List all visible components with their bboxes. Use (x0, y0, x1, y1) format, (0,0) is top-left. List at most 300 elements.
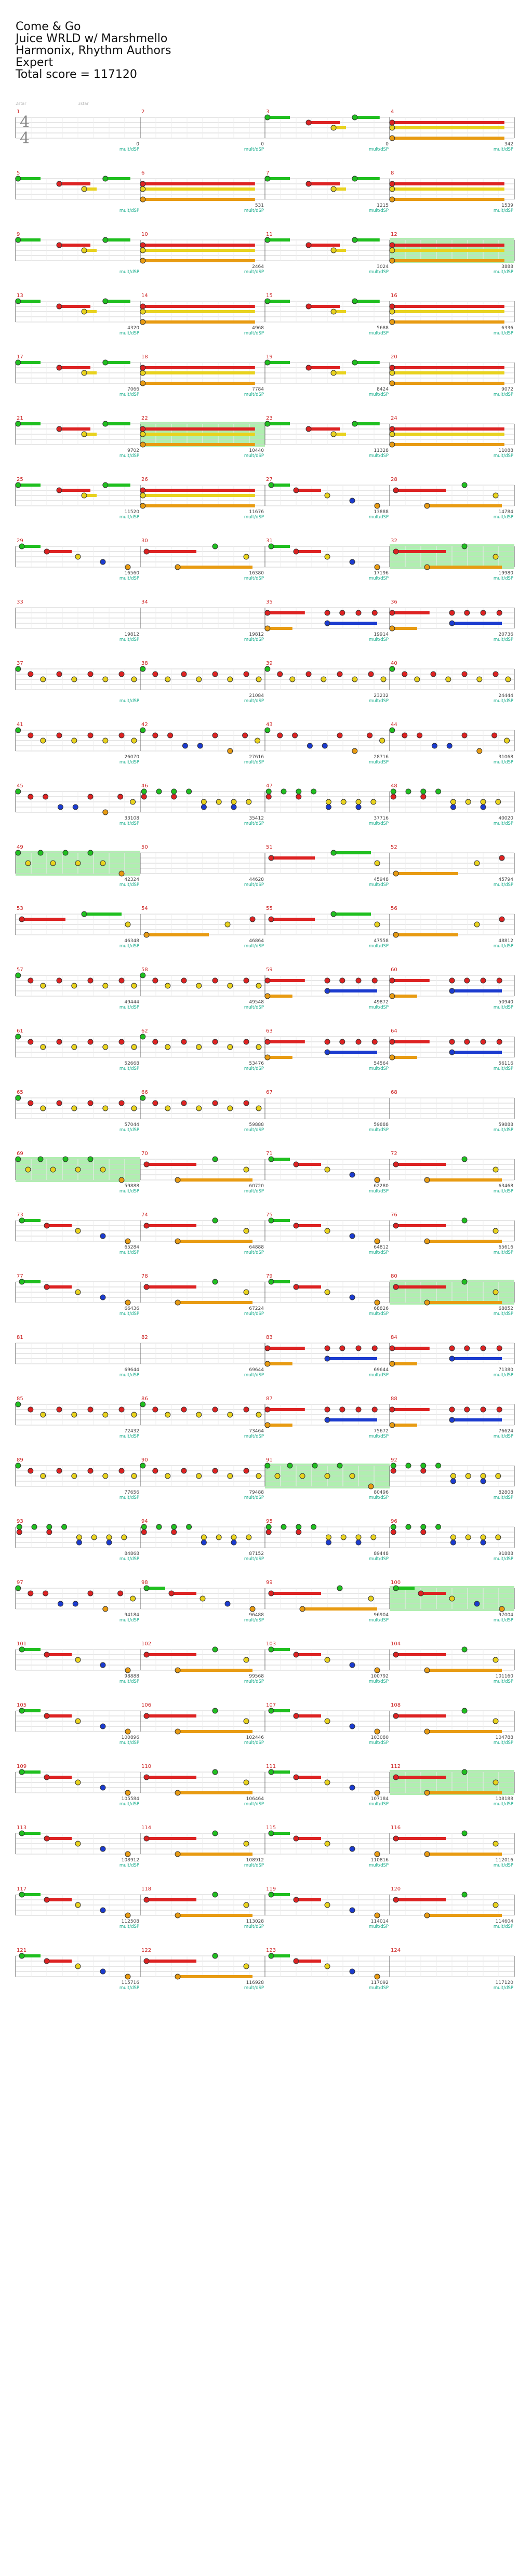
note-gem (212, 672, 218, 677)
sustain-tail (105, 422, 130, 425)
sustain-tail (143, 320, 255, 324)
sustain-tail (18, 422, 41, 425)
note-gem (144, 1775, 149, 1780)
sustain-tail (271, 918, 315, 921)
sustain-tail (143, 382, 255, 385)
note-gem (477, 748, 482, 754)
measure-score: 19812 (249, 632, 264, 637)
measure (265, 599, 390, 642)
note-gem (350, 1969, 355, 1974)
measure-number: 104 (391, 1641, 401, 1647)
note-gem (415, 677, 420, 682)
note-gem (57, 426, 62, 432)
multiplier-label: mult/dSP (119, 392, 139, 397)
multiplier-label: mult/dSP (368, 208, 389, 213)
note-gem (294, 1897, 299, 1902)
measure-score: 11088 (498, 448, 513, 453)
star-marker: 3star (78, 101, 89, 106)
sustain-tail (147, 550, 196, 553)
note-gem (464, 978, 470, 983)
note-gem (57, 733, 62, 738)
multiplier-label: mult/dSP (368, 1066, 389, 1071)
note-gem (212, 1468, 218, 1473)
measure-number: 89 (17, 1457, 23, 1463)
measure-number: 90 (141, 1457, 148, 1463)
measure-number: 91 (266, 1457, 273, 1463)
measure (390, 661, 514, 704)
measure-number: 17 (17, 354, 23, 360)
note-gem (225, 922, 230, 927)
measure-number: 103 (266, 1641, 276, 1647)
multiplier-label: mult/dSP (493, 637, 513, 642)
note-gem (337, 1586, 342, 1591)
measure (265, 1764, 390, 1807)
multiplier-label: mult/dSP (119, 208, 139, 213)
note-gem (269, 1953, 274, 1958)
measure-number: 27 (266, 477, 273, 482)
note-gem (140, 248, 145, 253)
note-gem (352, 360, 357, 365)
sustain-tail (396, 1714, 446, 1718)
multiplier-label: mult/dSP (244, 637, 264, 642)
note-gem (125, 1974, 130, 1979)
note-gem (462, 1279, 467, 1284)
note-gem (265, 1407, 270, 1412)
note-gem (181, 1407, 187, 1412)
sustain-tail (327, 989, 377, 992)
note-gem (119, 1101, 124, 1106)
measure-number: 94 (141, 1519, 148, 1524)
note-gem (499, 855, 504, 861)
note-gem (16, 1463, 21, 1468)
note-gem (88, 794, 93, 799)
note-gem (82, 493, 87, 498)
note-gem (144, 1284, 149, 1290)
measure-number: 41 (17, 722, 23, 728)
sustain-tail (178, 1301, 252, 1304)
measure (390, 170, 514, 213)
measure-score: 16380 (249, 571, 264, 576)
sustain-tail (327, 1418, 377, 1421)
multiplier-label: mult/dSP (119, 331, 139, 336)
note-gem (231, 1535, 236, 1540)
note-gem (294, 488, 299, 493)
measure-number: 73 (17, 1212, 23, 1218)
note-gem (47, 1524, 52, 1530)
note-gem (28, 1468, 33, 1473)
sustain-tail (396, 1898, 446, 1901)
multiplier-label: mult/dSP (244, 1250, 264, 1255)
sustain-tail (427, 1178, 502, 1182)
note-gem (125, 1790, 130, 1795)
measure (140, 1151, 265, 1194)
note-gem (380, 738, 385, 743)
note-gem (25, 861, 31, 866)
sustain-tail (392, 366, 504, 369)
note-gem (16, 176, 21, 181)
sustain-tail (268, 361, 290, 364)
multiplier-label: mult/dSP (368, 392, 389, 397)
measure-number: 21 (17, 415, 23, 421)
note-gem (44, 1223, 49, 1228)
note-gem (481, 1535, 486, 1540)
note-gem (390, 626, 395, 631)
measure (390, 1335, 514, 1378)
sustain-tail (147, 1163, 196, 1166)
measure-score: 64812 (374, 1245, 389, 1250)
measure (140, 783, 265, 826)
note-gem (464, 1346, 470, 1351)
note-gem (256, 1473, 261, 1479)
note-gem (493, 1228, 498, 1233)
note-gem (424, 1300, 430, 1305)
note-gem (265, 299, 270, 304)
measure-number: 106 (141, 1702, 152, 1708)
note-gem (371, 1535, 376, 1540)
note-gem (481, 978, 486, 983)
multiplier-label: mult/dSP (119, 882, 139, 888)
sustain-tail (59, 182, 90, 185)
note-gem (296, 1524, 301, 1530)
measure-score: 105584 (121, 1796, 139, 1802)
multiplier-label: mult/dSP (244, 1740, 264, 1746)
note-gem (481, 1039, 486, 1044)
sustain-tail (59, 489, 90, 492)
note-gem (390, 728, 395, 733)
note-gem (156, 789, 162, 794)
note-gem (325, 1902, 330, 1908)
note-gem (493, 1657, 498, 1662)
measure (140, 1335, 265, 1378)
measure (140, 1825, 265, 1868)
note-gem (474, 922, 480, 927)
note-gem (462, 1831, 467, 1836)
measure (390, 109, 514, 152)
note-gem (390, 120, 395, 125)
measure-number: 31 (266, 538, 273, 544)
sustain-tail (84, 913, 122, 916)
sustain-tail (392, 249, 504, 252)
note-gem (212, 1708, 218, 1713)
note-gem (265, 978, 270, 983)
measure-score: 117120 (495, 1980, 513, 1985)
measure-score: 71380 (498, 1367, 513, 1373)
sustain-tail (296, 1224, 321, 1227)
measure (390, 293, 514, 336)
note-gem (38, 850, 43, 855)
measure-score: 98888 (124, 1674, 139, 1679)
measure-score: 21084 (249, 693, 264, 699)
note-gem (144, 549, 149, 554)
note-gem (390, 426, 395, 432)
note-gem (390, 304, 395, 309)
sustain-tail (178, 566, 252, 569)
note-gem (499, 1606, 504, 1612)
sustain-tail (178, 1240, 252, 1243)
note-gem (44, 1284, 49, 1290)
measure-number: 99 (266, 1580, 273, 1586)
sustain-tail (47, 1960, 72, 1963)
measure-number: 15 (266, 293, 273, 299)
note-gem (144, 932, 149, 937)
measure (140, 1580, 265, 1623)
multiplier-label: mult/dSP (493, 1802, 513, 1807)
measure-score: 65284 (124, 1245, 139, 1250)
note-gem (144, 1162, 149, 1167)
measure (390, 1764, 514, 1807)
note-gem (493, 1841, 498, 1846)
measure (265, 1580, 390, 1623)
sustain-tail (143, 244, 255, 247)
note-gem (140, 666, 145, 672)
note-gem (75, 1228, 81, 1233)
note-gem (497, 978, 502, 983)
sustain-tail (327, 1051, 377, 1054)
note-gem (125, 1239, 130, 1244)
note-gem (246, 1535, 251, 1540)
measure-number: 44 (391, 722, 397, 728)
sustain-tail (392, 320, 504, 324)
measure-score: 80496 (374, 1490, 389, 1495)
measure-number: 56 (391, 906, 397, 911)
note-gem (100, 1785, 105, 1790)
multiplier-label: mult/dSP (119, 1128, 139, 1133)
note-gem (431, 672, 436, 677)
sustain-tail (143, 182, 255, 185)
measure (265, 170, 390, 213)
measure (265, 415, 390, 459)
measure (140, 1702, 265, 1746)
note-gem (281, 1524, 286, 1530)
note-gem (175, 1913, 180, 1918)
note-gem (41, 983, 46, 988)
note-gem (57, 1468, 62, 1473)
note-gem (269, 544, 274, 549)
note-gem (277, 733, 283, 738)
note-gem (326, 1535, 331, 1540)
measure-score: 107184 (370, 1796, 389, 1802)
sustain-tail (427, 504, 502, 507)
note-gem (140, 1402, 145, 1407)
note-gem (140, 381, 145, 386)
measure-score: 69644 (124, 1367, 139, 1373)
sustain-tail (268, 1362, 292, 1365)
multiplier-label: mult/dSP (119, 1373, 139, 1378)
note-gem (119, 1468, 124, 1473)
note-gem (16, 728, 21, 733)
note-gem (141, 1524, 147, 1530)
sustain-tail (18, 361, 41, 364)
measure-number: 12 (391, 232, 397, 237)
measure-score: 104788 (495, 1735, 513, 1740)
sustain-tail (105, 300, 130, 303)
sustain-tail (392, 1424, 417, 1427)
note-gem (449, 1039, 455, 1044)
note-gem (393, 1284, 398, 1290)
measure-number: 7 (266, 170, 270, 176)
measure-score: 49872 (374, 1000, 389, 1005)
note-gem (201, 804, 206, 810)
measure (265, 1090, 390, 1133)
note-gem (375, 1177, 380, 1183)
measure-number: 59 (266, 967, 273, 973)
note-gem (506, 677, 511, 682)
note-gem (88, 1101, 93, 1106)
note-gem (499, 917, 504, 922)
note-gem (103, 299, 108, 304)
multiplier-label: mult/dSP (119, 515, 139, 520)
note-gem (165, 1412, 170, 1417)
note-gem (75, 1964, 81, 1969)
note-gem (107, 1540, 112, 1545)
multiplier-label: mult/dSP (368, 1802, 389, 1807)
note-gem (375, 922, 380, 927)
multiplier-label: mult/dSP (368, 576, 389, 581)
note-gem (350, 1724, 355, 1729)
note-gem (325, 1657, 330, 1662)
note-gem (265, 666, 270, 672)
note-gem (140, 1463, 145, 1468)
note-gem (140, 304, 145, 309)
measure-number: 53 (17, 906, 23, 911)
measure-number: 101 (17, 1641, 27, 1647)
note-gem (118, 1591, 123, 1596)
note-gem (175, 1300, 180, 1305)
multiplier-label: mult/dSP (493, 515, 513, 520)
note-gem (421, 794, 426, 799)
measure-number: 35 (266, 599, 273, 605)
measure (265, 354, 390, 397)
note-gem (449, 621, 455, 626)
note-gem (436, 1463, 441, 1468)
note-gem (250, 1606, 255, 1612)
measure-number: 119 (266, 1886, 276, 1892)
note-gem (228, 983, 233, 988)
multiplier-label: mult/dSP (368, 270, 389, 275)
note-gem (497, 1407, 502, 1412)
measure (265, 967, 390, 1010)
sustain-tail (355, 238, 380, 242)
note-gem (352, 176, 357, 181)
note-gem (390, 1423, 395, 1428)
sustain-tail (296, 1285, 321, 1289)
sustain-tail (171, 1592, 196, 1595)
sustain-tail (143, 187, 255, 191)
note-gem (140, 488, 145, 493)
note-gem (28, 672, 33, 677)
measure-number: 77 (17, 1273, 23, 1279)
measure-number: 10 (141, 232, 148, 237)
note-gem (200, 1596, 205, 1601)
note-gem (350, 1295, 355, 1300)
multiplier-label: mult/dSP (493, 576, 513, 581)
multiplier-label: mult/dSP (368, 1250, 389, 1255)
sustain-tail (47, 1714, 72, 1718)
measure (16, 415, 140, 459)
note-gem (88, 1468, 93, 1473)
sustain-tail (143, 504, 255, 507)
note-gem (265, 610, 270, 615)
note-gem (265, 1423, 270, 1428)
multiplier-label: mult/dSP (368, 1863, 389, 1868)
song-title: Come & Go (16, 20, 81, 33)
measure-score: 100896 (121, 1735, 139, 1740)
note-gem (244, 1228, 249, 1233)
note-gem (350, 1846, 355, 1852)
note-gem (165, 1044, 170, 1050)
measure (16, 1641, 140, 1684)
measure-score: 59888 (374, 1122, 389, 1128)
measure-score: 31068 (498, 755, 513, 760)
note-gem (75, 1902, 81, 1908)
note-gem (41, 677, 46, 682)
note-gem (16, 237, 21, 243)
note-gem (231, 799, 236, 804)
multiplier-label: mult/dSP (244, 1066, 264, 1071)
note-gem (269, 855, 274, 861)
note-gem (331, 911, 336, 917)
note-gem (72, 677, 77, 682)
sustain-tail (143, 427, 255, 431)
sustain-tail (334, 851, 371, 854)
measure-number: 124 (391, 1948, 401, 1953)
measure-number: 13 (17, 293, 23, 299)
note-gem (88, 733, 93, 738)
sustain-tail (334, 913, 371, 916)
note-gem (144, 1652, 149, 1657)
note-gem (390, 1361, 395, 1366)
note-gem (63, 850, 68, 855)
multiplier-label: mult/dSP (244, 392, 264, 397)
note-gem (125, 1729, 130, 1734)
measure-score: 48812 (498, 938, 513, 944)
note-gem (57, 978, 62, 983)
measure-number: 66 (141, 1090, 148, 1095)
note-gem (201, 799, 206, 804)
sustain-tail (392, 1362, 417, 1365)
note-gem (181, 1101, 187, 1106)
measure-score: 60720 (249, 1184, 264, 1189)
measure-number: 3 (266, 109, 270, 115)
note-gem (175, 1177, 180, 1183)
sustain-tail (178, 1791, 252, 1794)
measure-score: 14784 (498, 509, 513, 515)
note-gem (125, 1300, 130, 1305)
multiplier-label: mult/dSP (244, 1618, 264, 1623)
note-gem (140, 243, 145, 248)
note-gem (493, 1780, 498, 1785)
measure-number: 85 (17, 1396, 23, 1402)
multiplier-label: mult/dSP (119, 576, 139, 581)
measure-score: 73464 (249, 1429, 264, 1434)
note-gem (256, 1044, 261, 1050)
note-gem (140, 493, 145, 498)
note-gem (140, 186, 145, 192)
measure-score: 77656 (124, 1490, 139, 1495)
measure-number: 1 (17, 109, 20, 115)
note-gem (269, 1708, 274, 1713)
note-gem (256, 1412, 261, 1417)
sustain-tail (18, 238, 41, 242)
note-gem (421, 1468, 426, 1473)
note-gem (165, 983, 170, 988)
note-gem (265, 237, 270, 243)
note-gem (16, 973, 21, 978)
note-gem (375, 1239, 380, 1244)
sustain-tail (59, 366, 90, 369)
sustain-tail (427, 1730, 502, 1733)
note-gem (141, 794, 147, 799)
